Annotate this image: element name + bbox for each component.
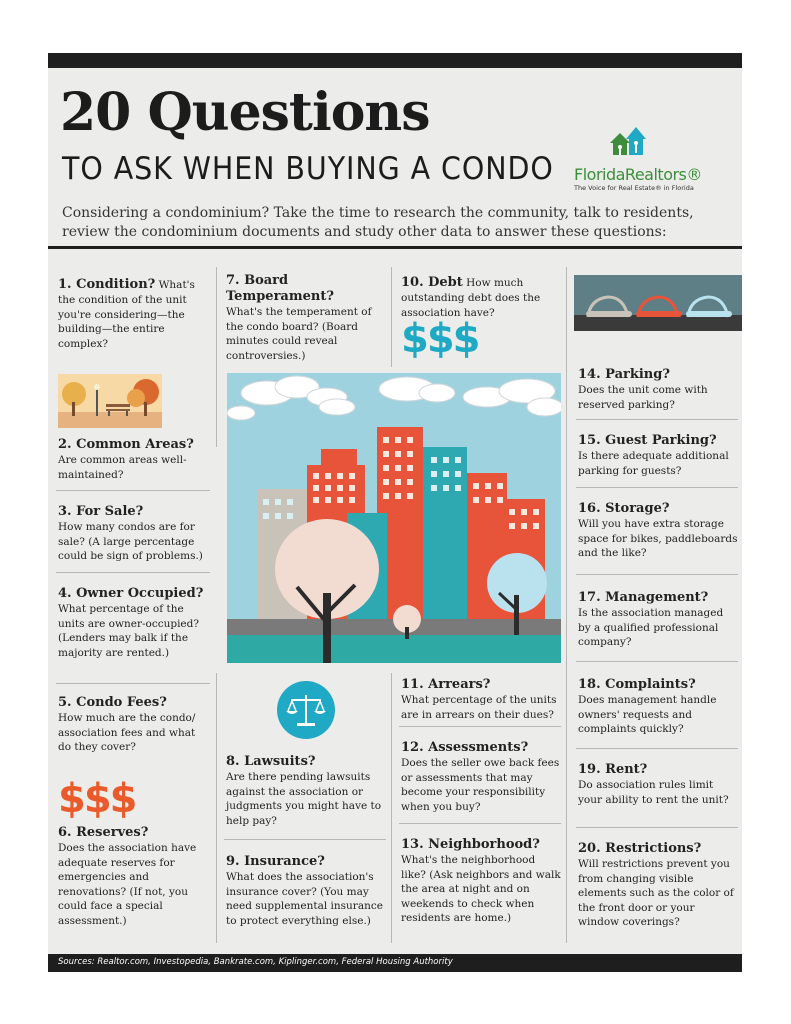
question-text: Do association rules limit your ability to rent the unit? bbox=[578, 779, 729, 806]
question-title: 14. Parking? bbox=[578, 367, 670, 382]
header-divider bbox=[48, 246, 742, 249]
question-2 bbox=[58, 437, 210, 482]
row-divider bbox=[576, 661, 738, 662]
question-3 bbox=[58, 504, 210, 564]
question-5 bbox=[58, 695, 210, 755]
column-divider bbox=[216, 673, 217, 943]
column-divider bbox=[216, 267, 217, 447]
sources-text: Sources: Realtor.com, Investopedia, Bankrate.com, Kiplinger.com, Federal Housing Authority bbox=[58, 957, 453, 967]
row-divider bbox=[576, 574, 738, 575]
question-8 bbox=[226, 754, 386, 828]
row-divider bbox=[399, 726, 561, 727]
question-7 bbox=[226, 273, 386, 363]
question-text: What percentage of the units are owner-occupied? (Lenders may balk if the majority are rented.) bbox=[58, 603, 200, 659]
question-15 bbox=[578, 433, 738, 478]
question-text: Does the association have adequate reserves for emergencies and renovations? (If not, you could face a special assessment.) bbox=[58, 842, 197, 927]
question-text: How much are the condo/ association fees and what do they cover? bbox=[58, 712, 196, 753]
question-text: Are there pending lawsuits against the association or judgments you might have to help pay? bbox=[226, 771, 382, 827]
question-text: Is there adequate additional parking for guests? bbox=[578, 450, 729, 477]
question-13 bbox=[401, 837, 561, 926]
question-title: 2. Common Areas? bbox=[58, 437, 194, 452]
logo-tagline: The Voice for Real Estate® in Florida bbox=[574, 184, 694, 192]
question-title: 17. Management? bbox=[578, 590, 709, 605]
city-skyline-illustration bbox=[227, 373, 561, 663]
question-text: What's the neighborhood like? (Ask neighbors and walk the area at night and on weekends to check when residents are home.) bbox=[401, 854, 561, 924]
top-bar bbox=[48, 53, 742, 68]
question-title: 13. Neighborhood? bbox=[401, 837, 540, 852]
question-17 bbox=[578, 590, 738, 650]
row-divider bbox=[576, 748, 738, 749]
question-title: 4. Owner Occupied? bbox=[58, 586, 204, 601]
question-16 bbox=[578, 501, 738, 561]
question-text: What's the condition of the unit you're considering—the building—the entire complex? bbox=[58, 279, 195, 350]
row-divider bbox=[56, 683, 210, 684]
row-divider bbox=[56, 490, 210, 491]
question-text: Is the association managed by a qualified professional company? bbox=[578, 607, 724, 648]
question-14 bbox=[578, 367, 738, 412]
question-title: 1. Condition? bbox=[58, 277, 156, 292]
question-text: How much outstanding debt does the association have? bbox=[401, 277, 541, 319]
page-subtitle: TO ASK WHEN BUYING A CONDO bbox=[62, 151, 554, 187]
question-title: 19. Rent? bbox=[578, 762, 648, 777]
row-divider bbox=[224, 839, 386, 840]
column-divider bbox=[391, 673, 392, 943]
question-title: 11. Arrears? bbox=[401, 677, 491, 692]
column-divider bbox=[566, 267, 567, 943]
question-title: 20. Restrictions? bbox=[578, 841, 702, 856]
parked-cars-icon bbox=[574, 275, 742, 331]
question-text: What percentage of the units are in arrears on their dues? bbox=[401, 694, 557, 721]
page-title: 20 Questions bbox=[60, 82, 430, 143]
question-text: What's the temperament of the condo board? (Board minutes could reveal controversies.) bbox=[226, 306, 372, 362]
houses-logo-icon bbox=[600, 125, 660, 163]
question-title: 5. Condo Fees? bbox=[58, 695, 167, 710]
question-9 bbox=[226, 854, 386, 928]
question-text: Are common areas well-maintained? bbox=[58, 454, 187, 481]
dollar-signs-teal: $$$ bbox=[401, 316, 479, 362]
infographic-sheet bbox=[48, 53, 742, 972]
question-title: 12. Assessments? bbox=[401, 740, 529, 755]
sources-footer bbox=[48, 954, 742, 972]
column-divider bbox=[391, 267, 392, 367]
scales-of-justice-icon bbox=[277, 681, 335, 739]
question-text: Will you have extra storage space for bikes, paddleboards and the like? bbox=[578, 518, 738, 559]
question-title: 10. Debt bbox=[401, 275, 463, 290]
logo-wordmark: FloridaRealtors® bbox=[574, 165, 702, 184]
question-title: 16. Storage? bbox=[578, 501, 670, 516]
row-divider bbox=[399, 823, 561, 824]
question-20 bbox=[578, 841, 738, 930]
question-1 bbox=[58, 277, 210, 351]
question-title: 6. Reserves? bbox=[58, 825, 149, 840]
question-text: Does management handle owners' requests and complaints quickly? bbox=[578, 694, 717, 735]
dollar-signs-orange: $$$ bbox=[58, 776, 136, 822]
question-6 bbox=[58, 825, 210, 928]
question-11 bbox=[401, 677, 561, 722]
question-title: 9. Insurance? bbox=[226, 854, 325, 869]
question-10 bbox=[401, 275, 559, 320]
question-text: Does the unit come with reserved parking? bbox=[578, 384, 708, 411]
florida-realtors-logo bbox=[570, 125, 720, 197]
question-text: Does the seller owe back fees or assessments that may become your responsibility when you buy? bbox=[401, 757, 560, 813]
intro-text: Considering a condominium? Take the time to research the community, talk to residents, review the condominium documents and study other data to answer these questions: bbox=[62, 205, 694, 240]
question-title: 18. Complaints? bbox=[578, 677, 696, 692]
row-divider bbox=[576, 827, 738, 828]
question-text: Will restrictions prevent you from changing visible elements such as the color of the front door or your window coverings? bbox=[578, 858, 734, 928]
question-title: 3. For Sale? bbox=[58, 504, 144, 519]
question-title: 15. Guest Parking? bbox=[578, 433, 717, 448]
question-12 bbox=[401, 740, 561, 814]
park-bench-icon bbox=[58, 374, 162, 428]
question-text: How many condos are for sale? (A large percentage could be sign of problems.) bbox=[58, 521, 203, 562]
question-4 bbox=[58, 586, 210, 660]
row-divider bbox=[56, 572, 210, 573]
row-divider bbox=[576, 419, 738, 420]
question-19 bbox=[578, 762, 738, 807]
question-text: What does the association's insurance cover? (You may need supplemental insurance to protect everything else.) bbox=[226, 871, 383, 927]
question-18 bbox=[578, 677, 738, 737]
question-title: 8. Lawsuits? bbox=[226, 754, 316, 769]
row-divider bbox=[576, 487, 738, 488]
question-title: 7. Board Temperament? bbox=[226, 273, 334, 304]
